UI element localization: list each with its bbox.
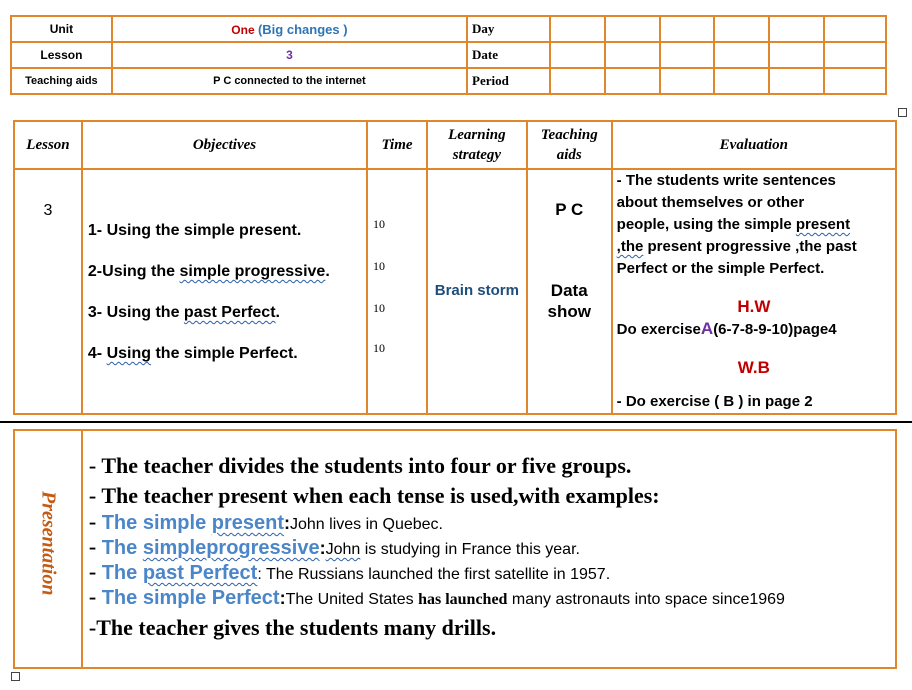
objective-4-text: 4- <box>87 345 107 362</box>
lesson-number-cell <box>14 169 82 414</box>
exercise-letter: A <box>700 319 714 338</box>
exercise-text: Do exercise <box>616 321 701 338</box>
objective-2 <box>88 263 330 281</box>
tense-name-marked: past Perfect <box>142 562 258 584</box>
time-1: 10 <box>373 217 386 231</box>
day-cell <box>714 16 769 42</box>
day-cell <box>605 16 660 42</box>
tense-dash: - <box>88 559 102 584</box>
period-label: Period <box>467 68 550 94</box>
evaluation-line: - The students write sentences <box>616 172 836 189</box>
presentation-table <box>13 429 897 669</box>
col-learning-strategy <box>427 121 527 169</box>
col-objectives: Objectives <box>82 121 367 169</box>
evaluation-cell <box>612 169 896 414</box>
tense-dash: - <box>88 509 102 534</box>
tense-example: is studying in France this year. <box>360 541 580 558</box>
table-move-handle-icon[interactable] <box>898 108 907 117</box>
period-cell <box>824 68 886 94</box>
tense-simple-progressive <box>89 534 580 560</box>
tense-name: The <box>101 537 143 559</box>
day-cell <box>550 16 605 42</box>
presentation-label-cell <box>14 430 82 668</box>
section-divider <box>0 421 912 423</box>
objective-2-text: 2-Using the <box>87 263 180 280</box>
presentation-step-2: - The teacher present when each tense is used,with examples: <box>88 483 660 508</box>
objective-2-end: . <box>325 263 330 280</box>
tense-past-perfect <box>89 559 610 585</box>
tense-colon: : <box>319 538 326 558</box>
date-cell <box>769 42 824 68</box>
tense-example: : The Russians launched the first satellite in 1957. <box>257 566 611 583</box>
homework-exercise <box>617 318 891 341</box>
unit-label: Unit <box>11 16 112 42</box>
tense-example-marked: John <box>325 541 361 558</box>
homework-heading: H.W <box>737 297 771 316</box>
learning-strategy-line1: Learning <box>448 127 506 143</box>
aid-show: show <box>547 302 591 321</box>
date-cell <box>660 42 715 68</box>
tense-dash: - <box>88 584 102 609</box>
lesson-header-table <box>10 15 887 95</box>
col-time: Time <box>367 121 427 169</box>
objective-1: 1- Using the simple present. <box>87 222 302 239</box>
evaluation-text-b: present progressive ,the past <box>643 238 857 255</box>
tense-dash: - <box>88 534 102 559</box>
period-cell <box>550 68 605 94</box>
tense-name: The simple Perfect <box>101 587 280 609</box>
objective-3-marked: past Perfect <box>183 304 276 321</box>
aid-data: Data <box>550 281 588 300</box>
evaluation-line <box>617 236 891 258</box>
date-cell <box>824 42 886 68</box>
tense-simple-perfect <box>89 584 785 610</box>
evaluation-marked: present <box>795 216 851 233</box>
tense-simple-present <box>89 509 443 535</box>
date-label: Date <box>467 42 550 68</box>
objective-3-text: 3- Using the <box>87 304 184 321</box>
tense-example: John lives in Quebec. <box>290 516 443 533</box>
evaluation-line: about themselves or other <box>616 194 805 211</box>
time-cell <box>367 169 427 414</box>
learning-strategy: Brain storm <box>434 282 519 299</box>
date-cell <box>714 42 769 68</box>
tense-example: many astronauts into space since1969 <box>507 591 785 608</box>
evaluation-line <box>617 214 891 236</box>
aids-cell <box>527 169 612 414</box>
tense-name-marked: simpleprogressive <box>142 537 320 559</box>
tense-example-emphasis: has launched <box>418 591 508 608</box>
lesson-number: 3 <box>43 202 53 219</box>
tense-colon: : <box>279 588 286 608</box>
objective-4-marked: Using <box>106 345 152 362</box>
col-teaching-aids <box>527 121 612 169</box>
day-label: Day <box>467 16 550 42</box>
evaluation-text-a: people, using the simple <box>616 216 796 233</box>
period-cell <box>605 68 660 94</box>
unit-value <box>112 16 467 42</box>
objective-2-marked: simple progressive <box>179 263 326 280</box>
tense-name: The simple <box>101 512 212 534</box>
day-cell <box>769 16 824 42</box>
col-evaluation: Evaluation <box>612 121 896 169</box>
tense-name: The <box>101 562 143 584</box>
table-resize-handle-icon[interactable] <box>11 672 20 681</box>
objective-4 <box>88 345 298 363</box>
teaching-aids-line2: aids <box>556 147 582 163</box>
presentation-label: Presentation <box>37 491 60 596</box>
teaching-aids-label: Teaching aids <box>11 68 112 94</box>
evaluation-marked: ,the <box>616 238 644 255</box>
workbook-heading: W.B <box>737 358 770 377</box>
objectives-cell <box>82 169 367 414</box>
teaching-aids-line1: Teaching <box>540 127 598 143</box>
aid-pc: P C <box>555 200 584 219</box>
period-cell <box>660 68 715 94</box>
date-cell <box>605 42 660 68</box>
aid-data-show <box>528 280 611 322</box>
presentation-step-3: -The teacher gives the students many drills. <box>88 615 497 640</box>
strategy-cell <box>427 169 527 414</box>
col-lesson: Lesson <box>14 121 82 169</box>
unit-value-sub: (Big changes ) <box>257 21 348 37</box>
day-cell <box>660 16 715 42</box>
objective-3-end: . <box>275 304 280 321</box>
day-cell <box>824 16 886 42</box>
exercise-pages: (6-7-8-9-10)page4 <box>713 321 837 338</box>
presentation-content-cell <box>82 430 896 668</box>
lesson-plan-table <box>13 120 897 415</box>
time-3: 10 <box>373 301 386 315</box>
learning-strategy-line2: strategy <box>452 147 502 163</box>
objective-4-end: the simple Perfect. <box>151 345 298 362</box>
time-2: 10 <box>373 259 386 273</box>
period-cell <box>714 68 769 94</box>
period-cell <box>769 68 824 94</box>
tense-colon: : <box>284 513 290 533</box>
evaluation-text <box>613 170 895 413</box>
lesson-label: Lesson <box>11 42 112 68</box>
objective-3 <box>88 304 280 322</box>
tense-name-marked: present <box>211 512 284 534</box>
time-4: 10 <box>373 341 386 355</box>
unit-value-main: One <box>231 22 255 37</box>
date-cell <box>550 42 605 68</box>
lesson-value: 3 <box>112 42 467 68</box>
workbook-exercise: - Do exercise ( B ) in page 2 <box>616 393 813 410</box>
presentation-step-1: - The teacher divides the students into four or five groups. <box>88 453 632 478</box>
teaching-aids-value: P C connected to the internet <box>112 68 467 94</box>
evaluation-line: Perfect or the simple Perfect. <box>616 260 825 277</box>
tense-example: The United States <box>285 591 419 608</box>
